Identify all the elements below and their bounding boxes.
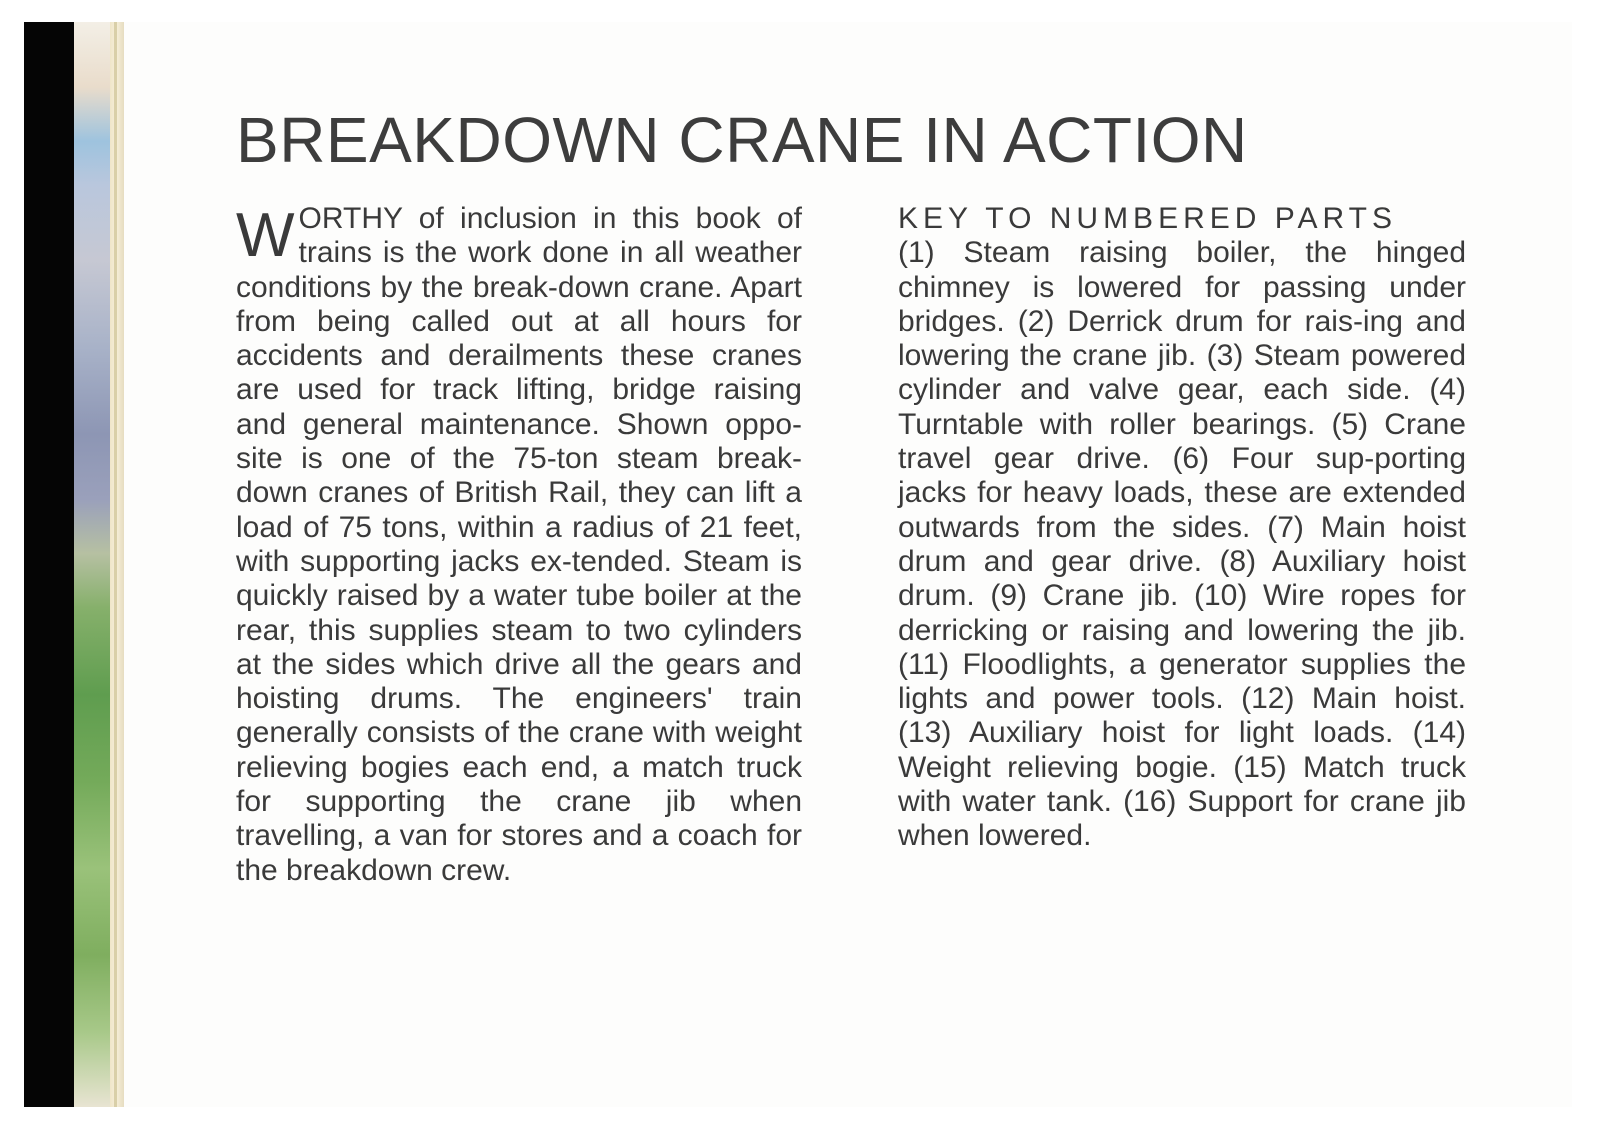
gutter-fold-line — [114, 22, 117, 1107]
parts-key-heading: KEY TO NUMBERED PARTS — [898, 202, 1397, 235]
intro-paragraph — [236, 202, 802, 888]
parts-key — [898, 202, 1466, 854]
intro-text: ORTHY of inclusion in this book of trains is the work done in all weather conditions by the break-down crane. Apart from being called out at all hours for accidents and derailments these cranes are used for track lifting, bridge raising and general maintenance. Shown oppo-site is one of the 75-ton steam break-down cranes of British Rail, they can lift a load of 75 tons, within a radius of 21 feet, with supporting jacks ex-tended. Steam is quickly raised by a water tube boiler at the rear, this supplies steam to two cylinders at the sides which drive all the gears and hoisting drums. The engineers' train generally consists of the crane with weight relieving bogies each end, a match truck for supporting the crane jib when travelling, a van for stores and a coach for the breakdown crew. — [236, 202, 802, 887]
page-gutter — [110, 22, 124, 1107]
book-spine-shadow — [24, 22, 74, 1107]
facing-page-illustration-strip — [74, 22, 110, 1107]
drop-cap: W — [236, 201, 295, 270]
parts-key-text: (1) Steam raising boiler, the hinged chimney is lowered for passing under bridges. (2) Derrick drum for rais-ing and lowering the crane jib. (3) Steam powered cylinder and valve gear, each side. (4) Turntable with roller bearings. (5) Crane travel gear drive. (6) Four sup-porting jacks for heavy loads, these are extended outwards from the sides. (7) Main hoist drum and gear drive. (8) Auxiliary hoist drum. (9) Crane jib. (10) Wire ropes for derricking or raising and lowering the jib. (11) Floodlights, a generator supplies the lights and power tools. (12) Main hoist. (13) Auxiliary hoist for light loads. (14) Weight relieving bogie. (15) Match truck with water tank. (16) Support for crane jib when lowered. — [898, 236, 1466, 853]
page-title: BREAKDOWN CRANE IN ACTION — [236, 104, 1248, 176]
